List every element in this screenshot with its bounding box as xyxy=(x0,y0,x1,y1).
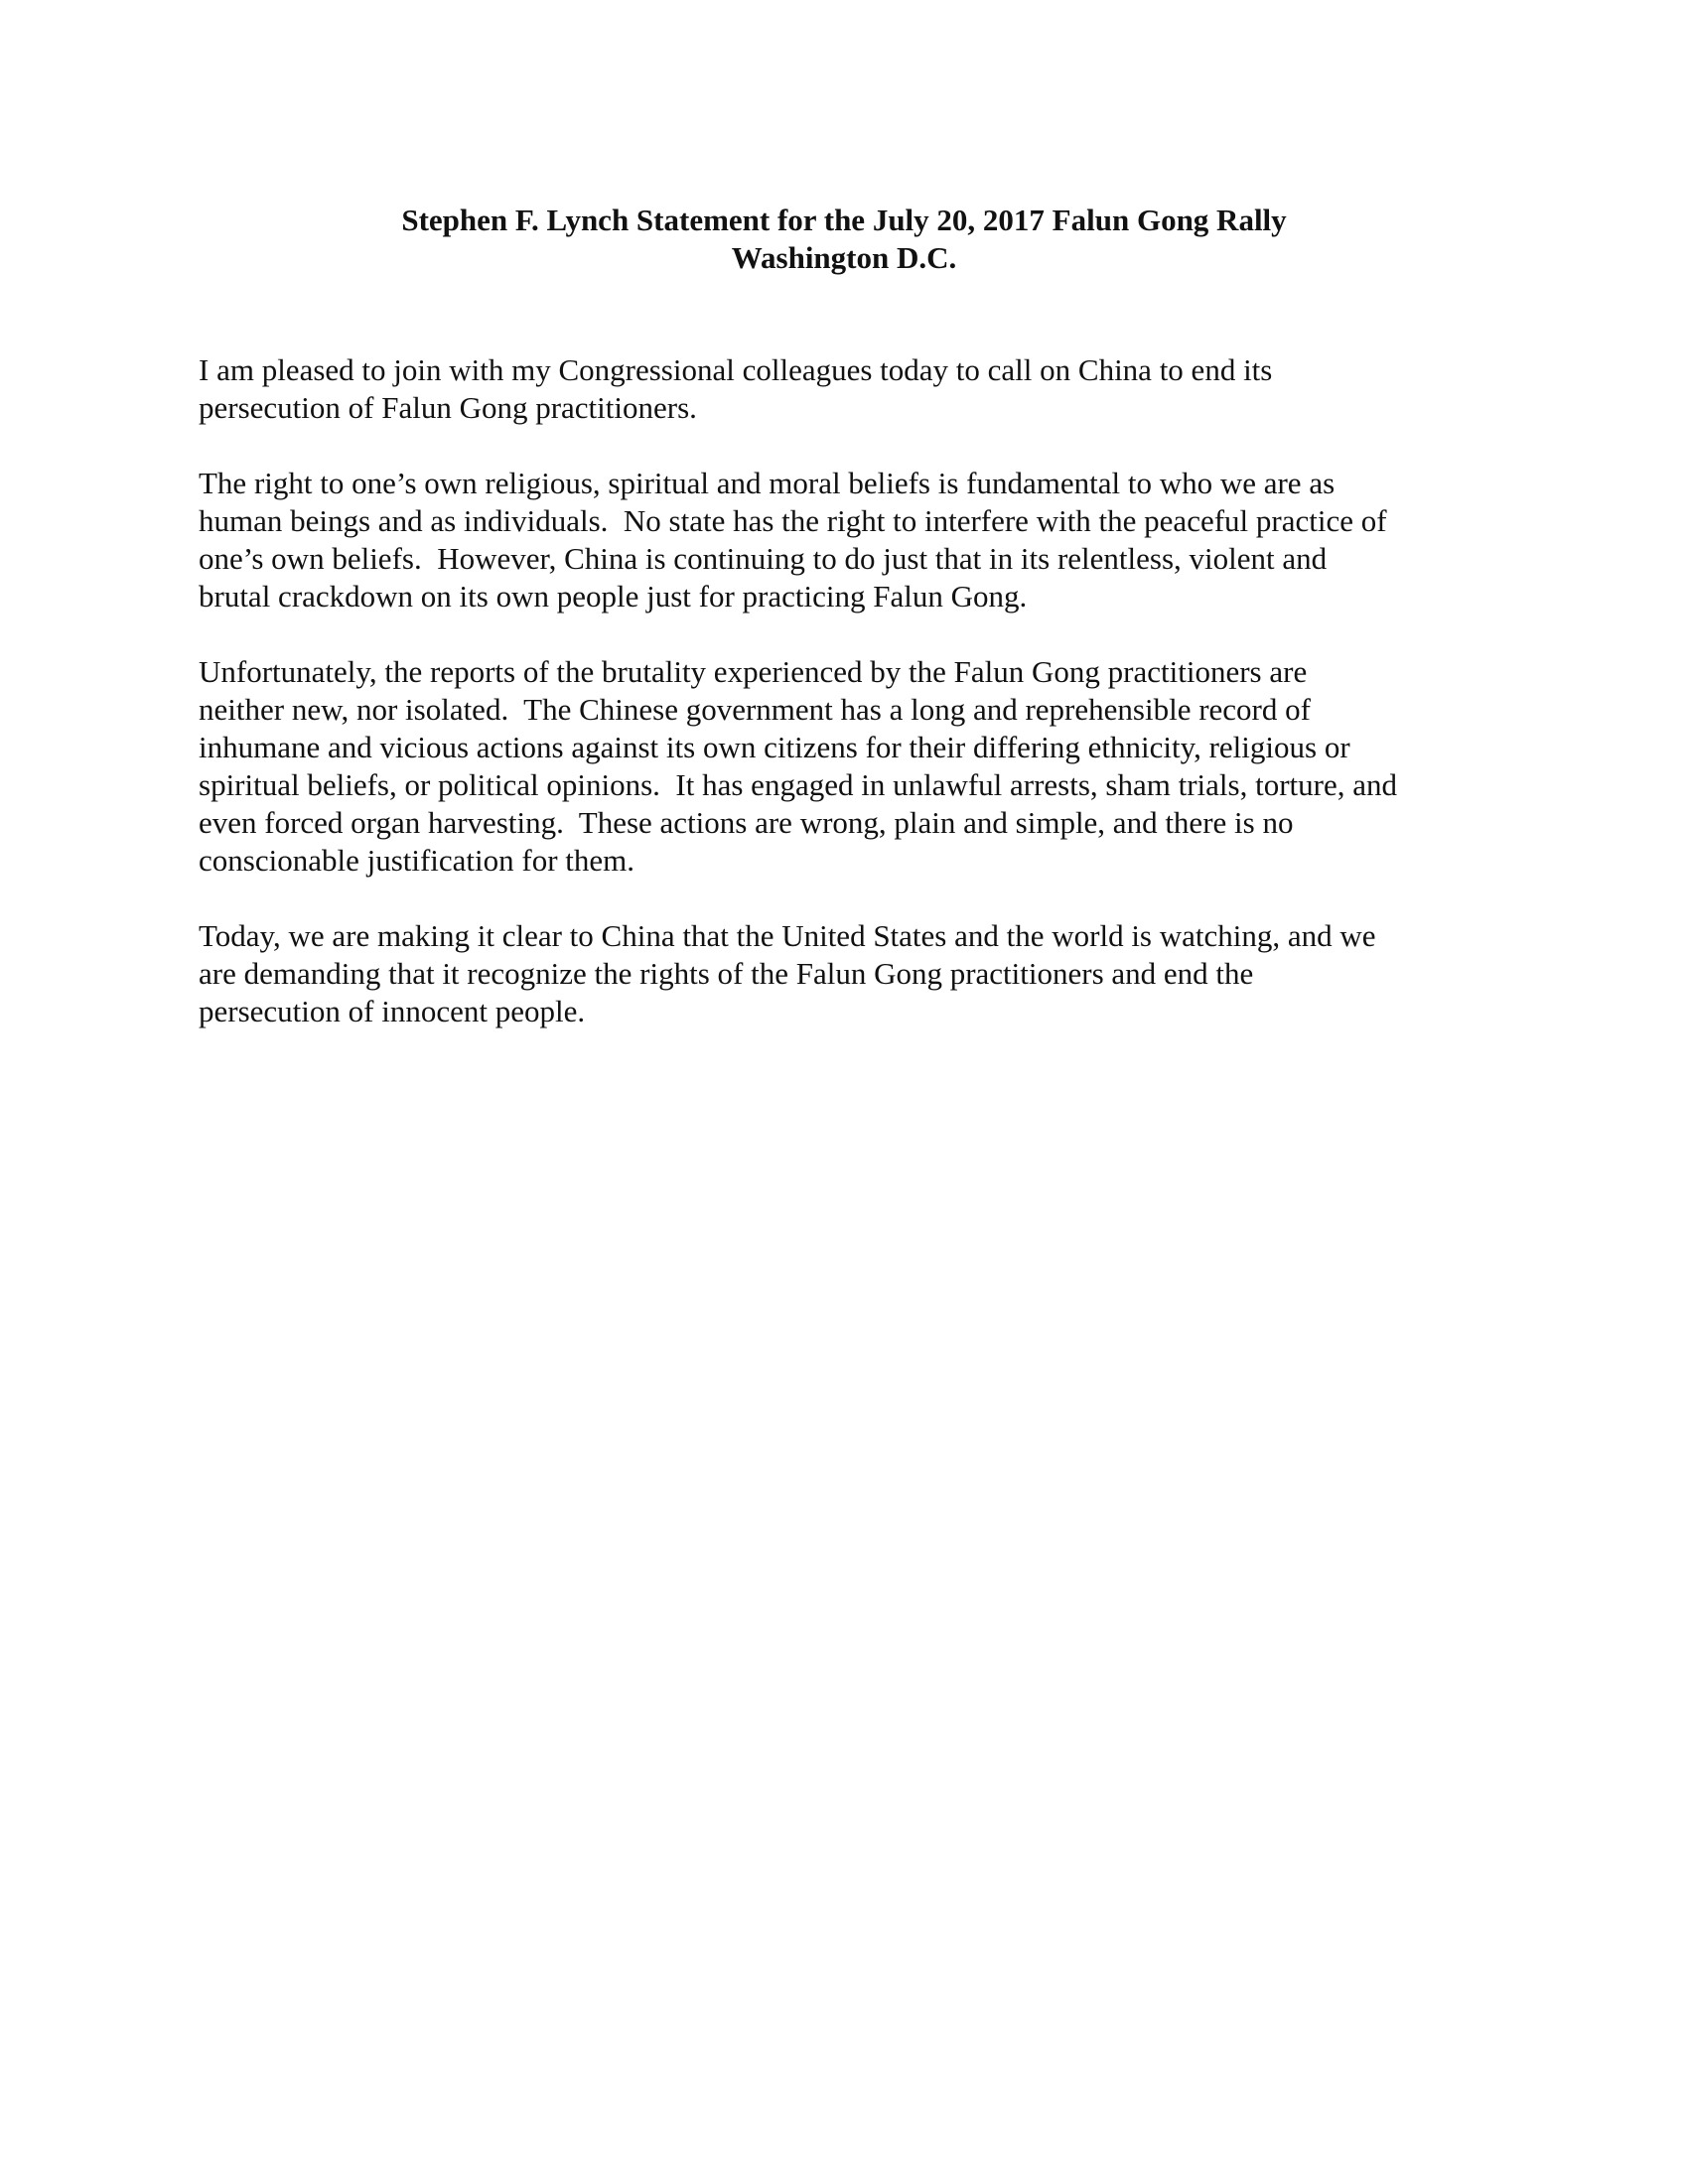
paragraph-line: persecution of innocent people. xyxy=(199,994,586,1028)
paragraph-line: spiritual beliefs, or political opinions. It has engaged in unlawful arrests, sham trials, torture, and xyxy=(199,767,1397,802)
paragraph-1 xyxy=(199,351,1509,427)
paragraph-line: conscionable justification for them. xyxy=(199,843,635,878)
paragraph-line: persecution of Falun Gong practitioners. xyxy=(199,390,697,425)
paragraph-line: brutal crackdown on its own people just for practicing Falun Gong. xyxy=(199,579,1028,614)
paragraph-line: The right to one’s own religious, spiritual and moral beliefs is fundamental to who we are as xyxy=(199,466,1336,500)
paragraph-line: human beings and as individuals. No state has the right to interfere with the peaceful practice of xyxy=(199,503,1387,538)
paragraph-line: I am pleased to join with my Congressional colleagues today to call on China to end its xyxy=(199,352,1273,387)
paragraph-2 xyxy=(199,465,1509,615)
title-line-2: Washington D.C. xyxy=(731,240,957,275)
paragraph-line: one’s own beliefs. However, China is continuing to do just that in its relentless, violent and xyxy=(199,541,1328,576)
title-line-1: Stephen F. Lynch Statement for the July 20, 2017 Falun Gong Rally xyxy=(401,203,1287,237)
paragraph-3 xyxy=(199,653,1509,880)
paragraph-line: Unfortunately, the reports of the brutality experienced by the Falun Gong practitioners are xyxy=(199,654,1308,689)
paragraph-line: inhumane and vicious actions against its own citizens for their differing ethnicity, religious or xyxy=(199,730,1350,764)
paragraph-line: even forced organ harvesting. These actions are wrong, plain and simple, and there is no xyxy=(199,805,1294,840)
statement-body xyxy=(199,351,1509,1068)
statement-title xyxy=(0,202,1688,277)
paragraph-line: are demanding that it recognize the rights of the Falun Gong practitioners and end the xyxy=(199,956,1254,991)
paragraph-4 xyxy=(199,917,1509,1030)
paragraph-line: neither new, nor isolated. The Chinese government has a long and reprehensible record of xyxy=(199,692,1311,727)
paragraph-line: Today, we are making it clear to China that the United States and the world is watching, and we xyxy=(199,918,1376,953)
